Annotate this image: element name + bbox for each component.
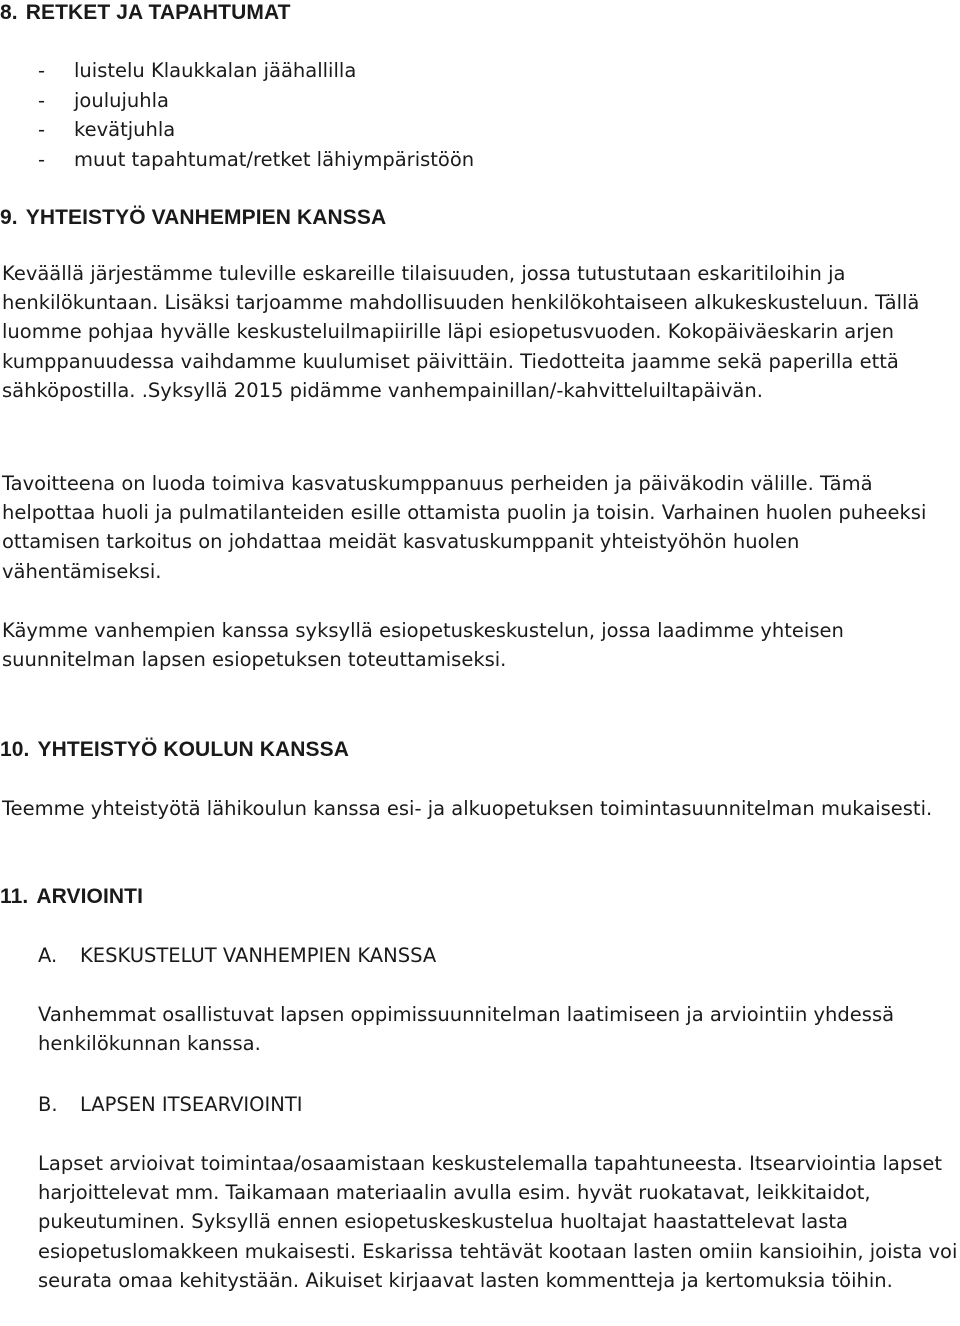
list-item: - muut tapahtumat/retket lähiympäristöön <box>38 147 475 171</box>
section-9-paragraph-2: Tavoitteena on luoda toimiva kasvatuskumppanuus perheiden ja päiväkodin välille. Tämä helpottaa huoli ja pulmatilanteiden esille ottamista puolin ja toisin. Varhainen huolen puheeksi ottamisen tarkoitus on johdattaa meidät kasvatuskumppanit yhteistyöhön huolen vähentämiseksi. <box>2 472 927 583</box>
section-11-title: ARVIOINTI <box>36 885 144 908</box>
section-8-title: RETKET JA TAPAHTUMAT <box>25 1 291 24</box>
section-10-title: YHTEISTYÖ KOULUN KANSSA <box>37 738 349 761</box>
section-10-paragraph: Teemme yhteistyötä lähikoulun kanssa esi- ja alkuopetuksen toimintasuunnitelman mukaisesti. <box>2 797 933 820</box>
section-8-number: 8. <box>0 1 18 24</box>
section-10-heading <box>0 737 349 762</box>
subsection-a-letter: A. <box>38 944 58 967</box>
section-10-number: 10. <box>0 738 30 761</box>
subsection-a-paragraph: Vanhemmat osallistuvat lapsen oppimissuunnitelman laatimiseen ja arviointiin yhdessä henkilökunnan kanssa. <box>38 1003 895 1056</box>
list-item-text: kevätjuhla <box>74 118 176 142</box>
section-8-heading <box>0 0 291 25</box>
subsection-b-paragraph: Lapset arvioivat toimintaa/osaamistaan keskustelemalla tapahtuneesta. Itsearviointia lapset harjoittelevat mm. Taikamaan materiaalin avulla esim. hyvät ruokatavat, leikkitaidot, pukeutuminen. Syksyllä ennen esiopetuskeskustelua huoltajat haastattelevat lasta esiopetuslomakkeen mukaisesti. Eskarissa tehtävät kootaan lasten omiin kansioihin, joista voi seurata omaa kehitystään. Aikuiset kirjaavat lasten kommentteja ja kertomuksia töihin. <box>38 1152 958 1292</box>
subsection-b-title: LAPSEN ITSEARVIOINTI <box>80 1093 303 1116</box>
list-item: - joulujuhla <box>38 88 169 112</box>
section-9-number: 9. <box>0 206 18 229</box>
list-item: - kevätjuhla <box>38 118 176 142</box>
section-11-heading <box>0 884 143 909</box>
subsection-b-letter: B. <box>38 1093 58 1116</box>
list-item-text: muut tapahtumat/retket lähiympäristöön <box>74 147 475 171</box>
list-item-text: luistelu Klaukkalan jäähallilla <box>74 59 357 82</box>
events-list <box>38 56 474 174</box>
subsection-a-heading <box>38 941 436 970</box>
section-9-paragraph-1: Keväällä järjestämme tuleville eskareille tilaisuuden, jossa tutustutaan eskaritiloihin ja henkilökuntaan. Lisäksi tarjoamme mahdollisuuden henkilökohtaiseen alkukeskusteluun. Tällä luomme pohjaa hyvälle keskusteluilmapiirille läpi esiopetusvuoden. Kokopäiväeskarin arjen kumppanuudessa vaihdamme kuulumiset päivittäin. Tiedotteita jaamme sekä paperilla että sähköpostilla. .Syksyllä 2015 pidämme vanhempainillan/-kahvitteluiltapäivän. <box>2 262 920 402</box>
section-9-title: YHTEISTYÖ VANHEMPIEN KANSSA <box>25 206 387 229</box>
section-11-number: 11. <box>0 885 29 908</box>
list-item: - luistelu Klaukkalan jäähallilla <box>38 59 357 82</box>
section-9-paragraph-3: Käymme vanhempien kanssa syksyllä esiopetuskeskustelun, jossa laadimme yhteisen suunnitelman lapsen esiopetuksen toteuttamiseksi. <box>2 619 844 672</box>
subsection-b-heading <box>38 1090 303 1119</box>
section-9-heading <box>0 205 386 230</box>
list-item-text: joulujuhla <box>74 88 169 112</box>
subsection-a-title: KESKUSTELUT VANHEMPIEN KANSSA <box>80 944 437 967</box>
